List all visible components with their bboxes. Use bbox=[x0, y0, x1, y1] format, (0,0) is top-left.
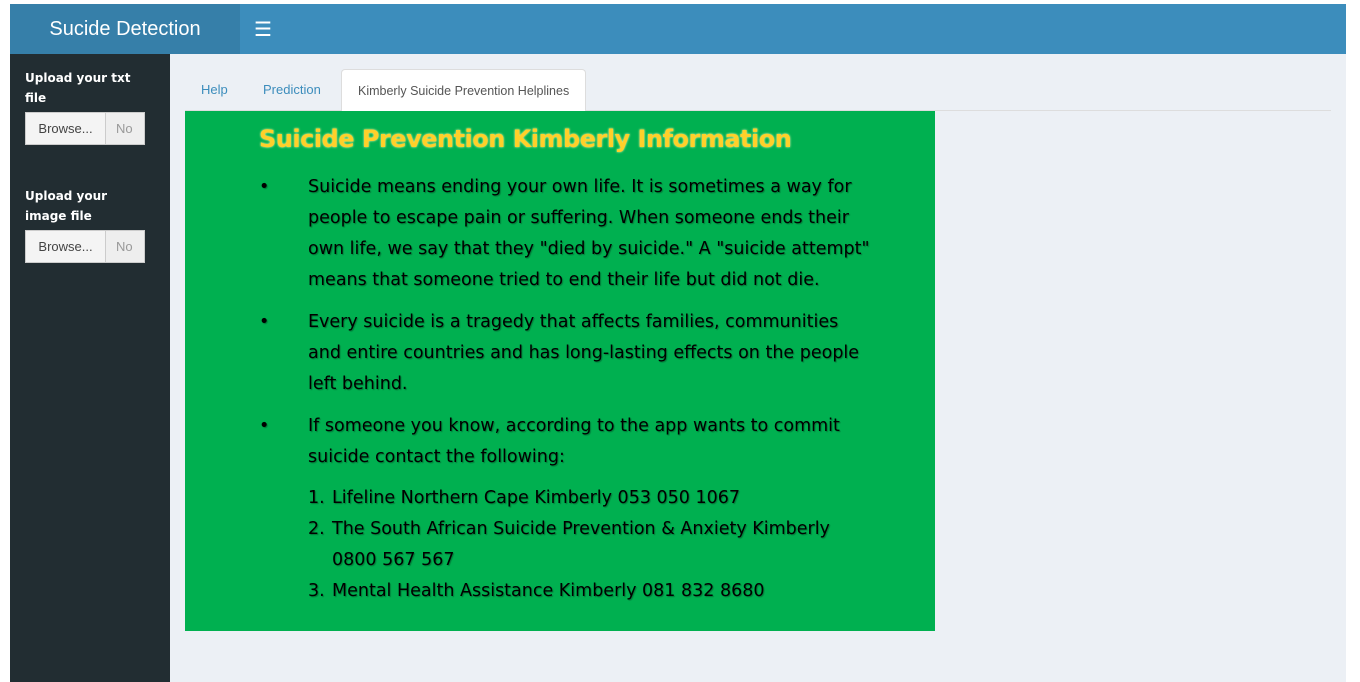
info-bullet: • Suicide means ending your own life. It is sometimes a way for people to escape pain or suffering. When someone ends their own life, we say that they "died by suicide." A "suicide attempt" means that someone tried to end their life but did not die. bbox=[283, 172, 873, 296]
helplines-panel bbox=[185, 111, 935, 631]
helpline-text: The South African Suicide Prevention & Anxiety Kimberly 0800 567 567 bbox=[332, 519, 830, 570]
image-file-input[interactable] bbox=[25, 230, 145, 263]
image-browse-button[interactable]: Browse... bbox=[26, 231, 106, 262]
txt-browse-button[interactable]: Browse... bbox=[26, 113, 106, 144]
info-bullet bbox=[283, 411, 873, 607]
content bbox=[170, 54, 1346, 682]
tab-bar bbox=[185, 69, 1331, 111]
helpline-number: 3. bbox=[308, 581, 325, 601]
app-title: Sucide Detection bbox=[10, 4, 240, 54]
helpline-text: Lifeline Northern Cape Kimberly 053 050 1067 bbox=[332, 488, 741, 508]
helpline-item bbox=[308, 576, 873, 607]
helpline-number: 1. bbox=[308, 488, 325, 508]
hamburger-icon[interactable]: ☰ bbox=[254, 19, 272, 41]
txt-filename: No bbox=[106, 113, 144, 144]
image-filename: No bbox=[106, 231, 144, 262]
info-bullet: • Every suicide is a tragedy that affects families, communities and entire countries and has long-lasting effects on the people left behind. bbox=[283, 307, 873, 400]
panel-title: Suicide Prevention Kimberly Information bbox=[259, 125, 792, 153]
helpline-list bbox=[308, 483, 873, 607]
tab-prediction[interactable]: Prediction bbox=[263, 82, 321, 97]
tab-help[interactable]: Help bbox=[201, 82, 228, 97]
tab-helplines[interactable]: Kimberly Suicide Prevention Helplines bbox=[341, 69, 586, 111]
txt-file-input[interactable] bbox=[25, 112, 145, 145]
helpline-item bbox=[308, 514, 873, 576]
info-list bbox=[283, 172, 873, 618]
helpline-text: Mental Health Assistance Kimberly 081 832 8680 bbox=[332, 581, 765, 601]
helpline-item bbox=[308, 483, 873, 514]
header bbox=[10, 4, 1346, 54]
helpline-number: 2. bbox=[308, 519, 325, 539]
sidebar bbox=[10, 54, 170, 682]
info-bullet-text: If someone you know, according to the app wants to commit suicide contact the following: bbox=[308, 416, 840, 467]
txt-upload-label: Upload your txt file bbox=[25, 71, 131, 105]
image-upload-label: Upload your image file bbox=[25, 189, 108, 223]
